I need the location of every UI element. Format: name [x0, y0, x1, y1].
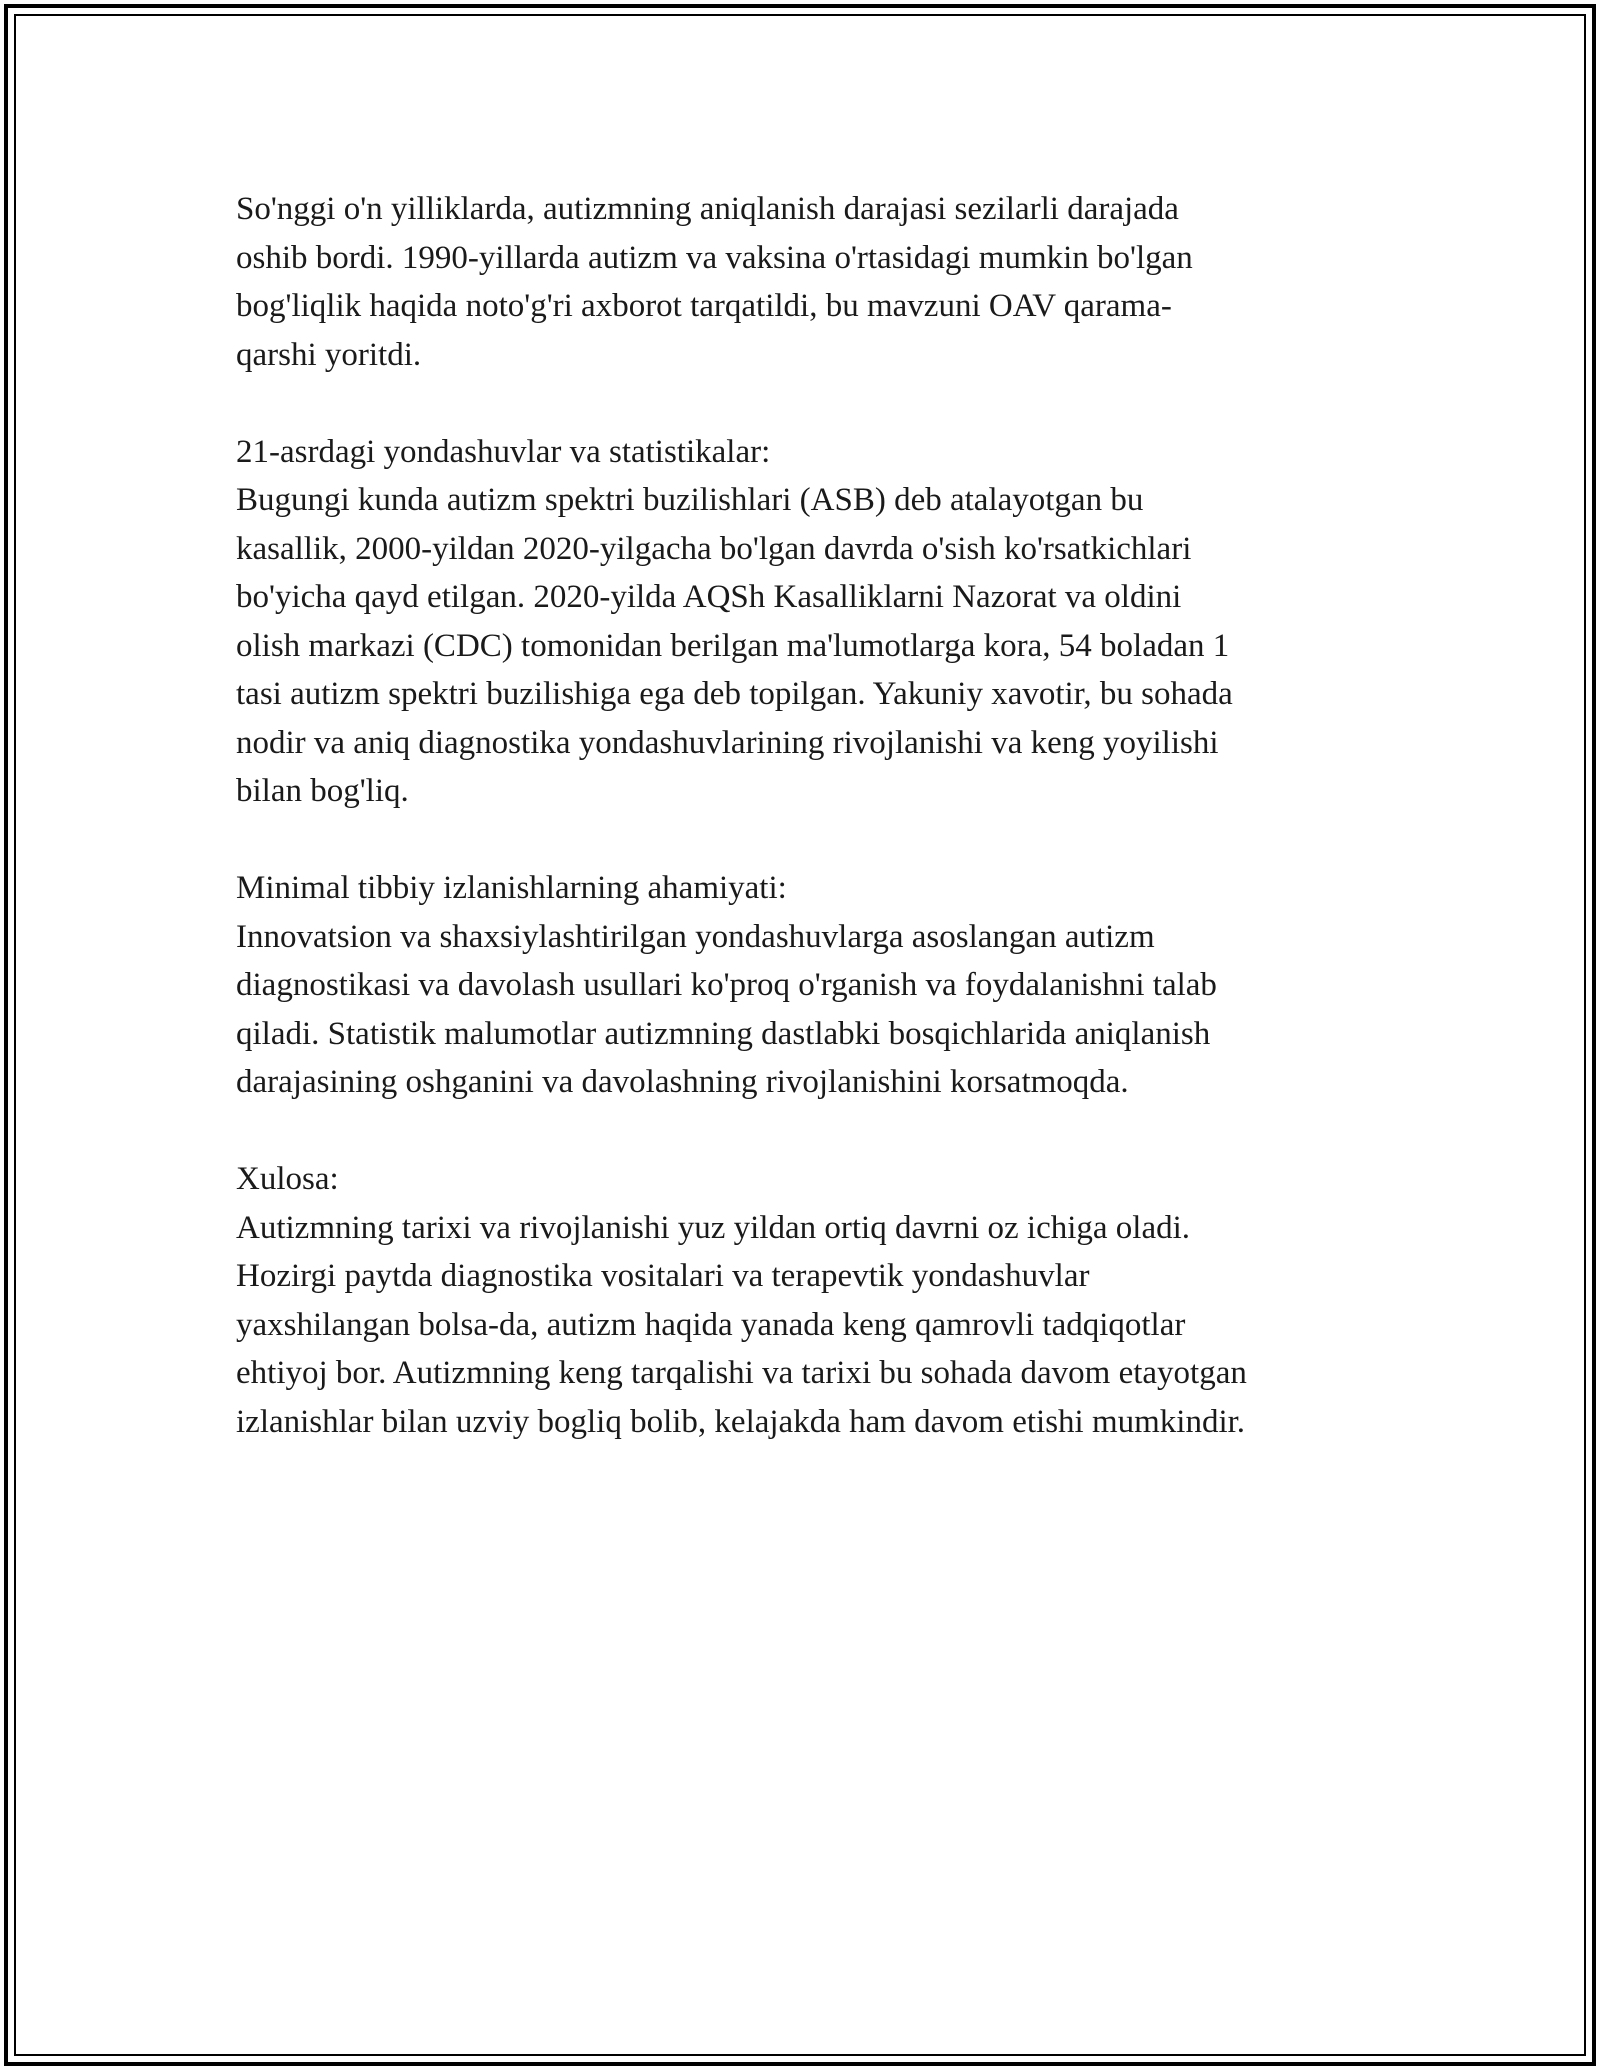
text-line: tasi autizm spektri buzilishiga ega deb topilgan. Yakuniy xavotir, bu sohada: [236, 676, 1233, 712]
text-line: Hozirgi paytda diagnostika vositalari va terapevtik yondashuvlar: [236, 1258, 1090, 1294]
section-statistics: [236, 428, 1386, 816]
section-research-importance: [236, 864, 1386, 1107]
text-line: yaxshilangan bolsa-da, autizm haqida yanada keng qamrovli tadqiqotlar: [236, 1306, 1186, 1343]
section-heading: Xulosa:: [236, 1161, 339, 1197]
text-line: bilan bog'liq.: [236, 773, 409, 809]
paragraph-gap: [236, 1107, 1386, 1156]
text-line: diagnostikasi va davolash usullari ko'proq o'rganish va foydalanishni talab: [236, 967, 1217, 1003]
text-line: bog'liqlik haqida noto'g'ri axborot tarqatildi, bu mavzuni OAV qarama-: [236, 288, 1172, 324]
text-line: olish markazi (CDC) tomonidan berilgan ma'lumotlarga kora, 54 boladan 1: [236, 627, 1230, 664]
text-line: ehtiyoj bor. Autizmning keng tarqalishi va tarixi bu sohada davom etayotgan: [236, 1355, 1247, 1391]
paragraph-intro: [236, 185, 1386, 379]
text-line: So'nggi o'n yilliklarda, autizmning aniqlanish darajasi sezilarli darajada: [236, 191, 1179, 227]
section-conclusion: [236, 1155, 1386, 1446]
text-line: izlanishlar bilan uzviy bogliq bolib, kelajakda ham davom etishi mumkindir.: [236, 1403, 1246, 1440]
text-line: Bugungi kunda autizm spektri buzilishlari (ASB) deb atalayotgan bu: [236, 482, 1144, 518]
text-line: qiladi. Statistik malumotlar autizmning dastlabki bosqichlarida aniqlanish: [236, 1015, 1211, 1052]
section-heading: Minimal tibbiy izlanishlarning ahamiyati:: [236, 870, 787, 906]
text-line: Autizmning tarixi va rivojlanishi yuz yildan ortiq davrni oz ichiga oladi.: [236, 1209, 1191, 1246]
text-line: darajasining oshganini va davolashning rivojlanishini korsatmoqda.: [236, 1064, 1129, 1100]
text-line: kasallik, 2000-yildan 2020-yilgacha bo'lgan davrda o'sish ko'rsatkichlari: [236, 530, 1192, 567]
text-line: nodir va aniq diagnostika yondashuvlarining rivojlanishi va keng yoyilishi: [236, 724, 1219, 761]
section-heading: 21-asrdagi yondashuvlar va statistikalar:: [236, 433, 771, 470]
text-line: Innovatsion va shaxsiylashtirilgan yondashuvlarga asoslangan autizm: [236, 918, 1155, 955]
paragraph-gap: [236, 816, 1386, 865]
document-body: [236, 185, 1386, 1446]
text-line: oshib bordi. 1990-yillarda autizm va vaksina o'rtasidagi mumkin bo'lgan: [236, 239, 1193, 276]
text-line: qarshi yoritdi.: [236, 336, 422, 373]
text-line: bo'yicha qayd etilgan. 2020-yilda AQSh Kasalliklarni Nazorat va oldini: [236, 579, 1182, 615]
paragraph-gap: [236, 379, 1386, 428]
